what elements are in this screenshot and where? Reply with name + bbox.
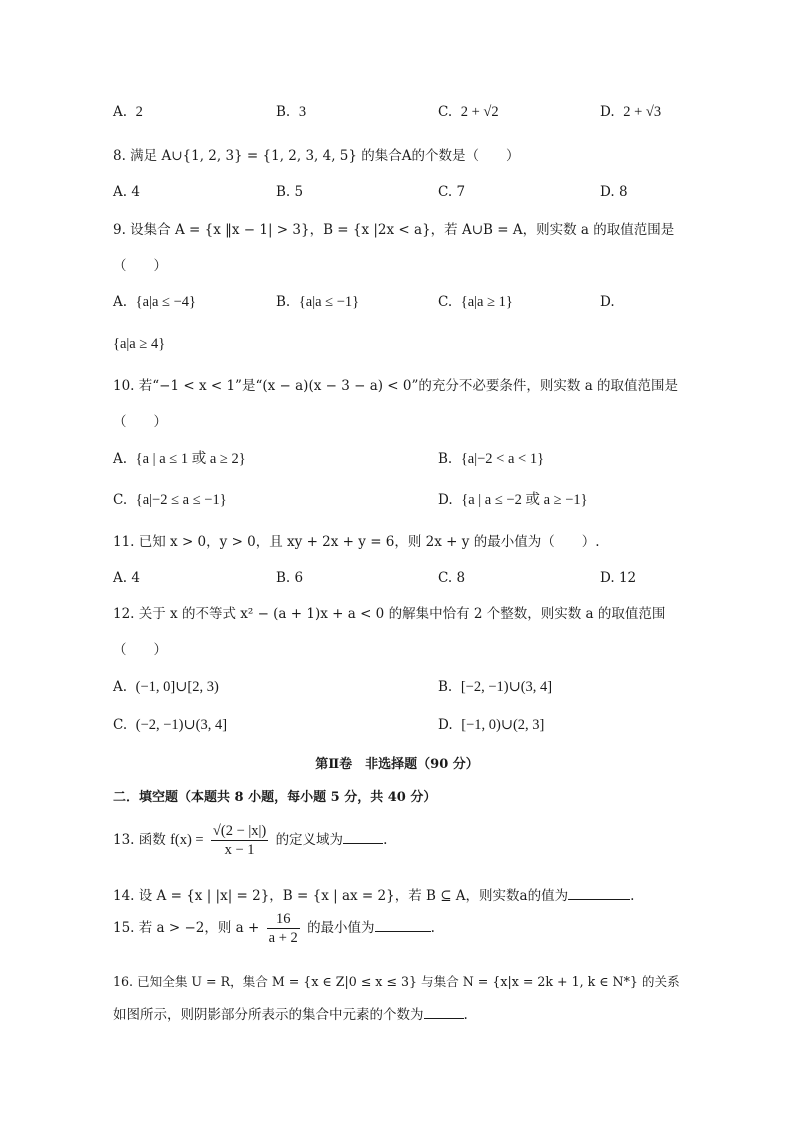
q9-option-a: A. {a|a ≤ −4} bbox=[113, 294, 196, 310]
q15-suffix: 的最小值为 bbox=[307, 920, 375, 936]
q11-stem: 11. 已知 x > 0，y > 0，且 xy + 2x + y = 6，则 2x + y 的最小值为（ ）. bbox=[113, 534, 600, 550]
q14-text: 14. 设 A = {x | |x| = 2}，B = {x | ax = 2}，若 B ⊆ A，则实数a的值为 bbox=[113, 888, 569, 904]
q11-option-b: B. 6 bbox=[276, 570, 304, 586]
q16-answer-blank[interactable] bbox=[424, 1004, 464, 1019]
q15-end: . bbox=[430, 920, 435, 936]
q10-stem: 10. 若“−1 < x < 1”是“(x − a)(x − 3 − a) < 0”的充分不必要条件，则实数 a 的取值范围是 bbox=[113, 378, 679, 394]
q15-prefix: 15. 若 a > −2，则 a + bbox=[113, 920, 260, 936]
q10-option-a: A. {a | a ≤ 1 或 a ≥ 2} bbox=[113, 451, 246, 467]
q16-end: . bbox=[463, 1007, 468, 1023]
q8-option-c: C. 7 bbox=[438, 184, 466, 200]
q12-option-d: D. [−1, 0)∪(2, 3] bbox=[438, 717, 545, 733]
q12-stem: 12. 关于 x 的不等式 x² − (a + 1)x + a < 0 的解集中恰有 2 个整数，则实数 a 的取值范围 bbox=[113, 606, 666, 622]
q10-answer-paren: （ ） bbox=[113, 414, 167, 430]
q9-answer-paren: （ ） bbox=[113, 258, 167, 274]
q16-line-2 bbox=[113, 1004, 468, 1025]
part-2-title: 第Ⅱ卷 非选择题（90 分） bbox=[315, 757, 479, 772]
q12-option-a: A. (−1, 0]∪[2, 3) bbox=[113, 679, 219, 695]
q16-line-1: 16. 已知全集 U = R，集合 M = {x ∈ Z|0 ≤ x ≤ 3} 与集合 N = {x|x = 2k + 1, k ∈ N*} 的关系 bbox=[113, 974, 680, 989]
q9-option-b: B. {a|a ≤ −1} bbox=[276, 294, 360, 310]
q13-prefix: 13. 函数 bbox=[113, 832, 166, 848]
q14-end: . bbox=[630, 888, 635, 904]
q8-stem: 8. 满足 A∪{1, 2, 3} = {1, 2, 3, 4, 5} 的集合A的个数是（ ） bbox=[113, 148, 520, 164]
q10-option-c: C. {a|−2 ≤ a ≤ −1} bbox=[113, 492, 227, 508]
q13-numerator: √(2 − |x|) bbox=[212, 823, 267, 839]
q15 bbox=[113, 910, 435, 947]
q11-option-a: A. 4 bbox=[113, 570, 140, 586]
q13-fraction bbox=[211, 822, 268, 859]
q11-option-d: D. 12 bbox=[600, 570, 637, 586]
q16-text: 如图所示，则阴影部分所表示的集合中元素的个数为 bbox=[113, 1007, 424, 1023]
q8-option-d: D. 8 bbox=[600, 184, 628, 200]
q15-answer-blank[interactable] bbox=[375, 917, 431, 932]
q13-answer-blank[interactable] bbox=[343, 829, 383, 844]
q7-option-a: A. 2 bbox=[113, 104, 143, 120]
q10-option-b: B. {a|−2 < a < 1} bbox=[438, 451, 545, 467]
q9-stem: 9. 设集合 A = {x ‖x − 1| > 3}，B = {x |2x < a}，若 A∪B = A，则实数 a 的取值范围是 bbox=[113, 222, 675, 238]
q9-option-c: C. {a|a ≥ 1} bbox=[438, 294, 513, 310]
q11-option-c: C. 8 bbox=[438, 570, 466, 586]
q13 bbox=[113, 822, 387, 859]
q9-option-d-text: {a|a ≥ 4} bbox=[113, 336, 166, 352]
q9-option-d-letter: D. bbox=[600, 294, 615, 310]
q15-denominator: a + 2 bbox=[268, 930, 298, 946]
q15-numerator: 16 bbox=[275, 911, 291, 927]
q15-fraction bbox=[267, 910, 300, 947]
fill-in-section-heading: 二．填空题（本题共 8 小题，每小题 5 分，共 40 分） bbox=[113, 790, 437, 805]
q10-option-d: D. {a | a ≤ −2 或 a ≥ −1} bbox=[438, 492, 588, 508]
q13-fx: f(x) = bbox=[170, 832, 204, 848]
q13-end: . bbox=[383, 832, 388, 848]
q7-option-b: B. 3 bbox=[276, 104, 307, 120]
q12-option-b: B. [−2, −1)∪(3, 4] bbox=[438, 679, 553, 695]
q14 bbox=[113, 885, 634, 906]
q13-denominator: x − 1 bbox=[224, 842, 255, 858]
q7-option-c: C. 2 + √2 bbox=[438, 104, 499, 120]
q8-option-a: A. 4 bbox=[113, 184, 140, 200]
q7-option-d: D. 2 + √3 bbox=[600, 104, 662, 120]
q12-option-c: C. (−2, −1)∪(3, 4] bbox=[113, 717, 228, 733]
q14-answer-blank[interactable] bbox=[568, 885, 630, 900]
q13-suffix: 的定义域为 bbox=[275, 832, 344, 848]
q12-answer-paren: （ ） bbox=[113, 642, 167, 658]
q8-option-b: B. 5 bbox=[276, 184, 304, 200]
